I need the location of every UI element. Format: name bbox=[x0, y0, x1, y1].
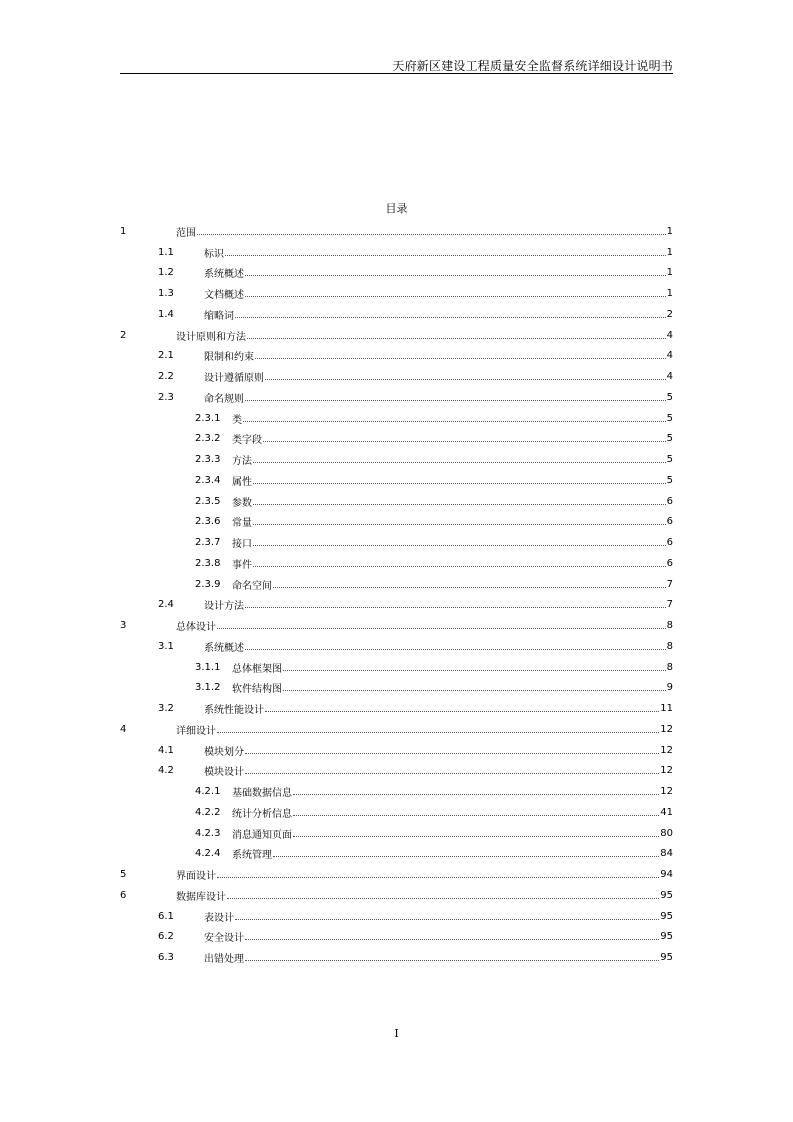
toc-dot-leader bbox=[253, 483, 666, 484]
toc-entry-number: 3.2 bbox=[158, 703, 174, 715]
toc-dot-leader bbox=[253, 566, 666, 567]
header-divider bbox=[120, 73, 673, 74]
toc-entry-page: 8 bbox=[666, 620, 673, 632]
toc-entry[interactable] bbox=[120, 553, 673, 574]
toc-entry[interactable] bbox=[120, 781, 673, 802]
toc-heading: 目录 bbox=[385, 202, 408, 215]
toc-entry-title: 设计原则和方法 bbox=[176, 331, 246, 343]
toc-entry-page: 95 bbox=[660, 931, 673, 943]
toc-dot-leader bbox=[283, 690, 666, 691]
toc-dot-leader bbox=[245, 607, 666, 608]
toc-entry[interactable] bbox=[120, 346, 673, 367]
toc-dot-leader bbox=[217, 877, 659, 878]
toc-entry[interactable] bbox=[120, 491, 673, 512]
toc-entry-page: 1 bbox=[666, 267, 673, 279]
toc-dot-leader bbox=[217, 628, 666, 629]
toc-entry-number: 2.3.7 bbox=[195, 537, 221, 549]
toc-entry-title: 限制和约束 bbox=[204, 352, 254, 364]
toc-entry-number: 1.4 bbox=[158, 308, 174, 320]
toc-entry-title: 缩略词 bbox=[204, 310, 234, 322]
toc-entry-page: 1 bbox=[666, 246, 673, 258]
toc-entry-number: 6 bbox=[120, 889, 127, 901]
toc-dot-leader bbox=[245, 275, 666, 276]
toc-entry-title: 命名规则 bbox=[204, 393, 244, 405]
toc-entry[interactable] bbox=[120, 387, 673, 408]
toc-entry-number: 3.1 bbox=[158, 640, 174, 652]
toc-dot-leader bbox=[253, 524, 666, 525]
toc-entry-title: 系统性能设计 bbox=[204, 705, 264, 717]
toc-entry-number: 4.2.4 bbox=[195, 848, 221, 860]
toc-entry-title: 系统概述 bbox=[204, 642, 244, 654]
toc-entry-page: 12 bbox=[660, 723, 673, 735]
toc-entry-number: 2.3.6 bbox=[195, 516, 221, 528]
toc-entry-number: 4.2.1 bbox=[195, 786, 221, 798]
toc-entry-title: 命名空间 bbox=[232, 580, 272, 592]
toc-entry[interactable] bbox=[120, 408, 673, 429]
toc-entry-page: 7 bbox=[666, 578, 673, 590]
toc-dot-leader bbox=[283, 670, 666, 671]
toc-entry-page: 94 bbox=[660, 869, 673, 881]
toc-entry-number: 1.2 bbox=[158, 267, 174, 279]
toc-dot-leader bbox=[293, 794, 659, 795]
toc-entry-page: 4 bbox=[666, 350, 673, 362]
toc-entry-page: 6 bbox=[666, 557, 673, 569]
toc-entry[interactable] bbox=[120, 615, 673, 636]
toc-entry-page: 4 bbox=[666, 329, 673, 341]
toc-dot-leader bbox=[245, 773, 659, 774]
toc-dot-leader bbox=[265, 379, 666, 380]
toc-entry-number: 4.2.3 bbox=[195, 827, 221, 839]
toc-dot-leader bbox=[243, 421, 666, 422]
toc-entry-page: 5 bbox=[666, 474, 673, 486]
toc-entry-page: 41 bbox=[660, 806, 673, 818]
toc-entry[interactable] bbox=[120, 532, 673, 553]
toc-entry-page: 2 bbox=[666, 308, 673, 320]
toc-entry-number: 2.3.1 bbox=[195, 412, 221, 424]
toc-entry-number: 4.2 bbox=[158, 765, 174, 777]
toc-entry-title: 数据库设计 bbox=[176, 891, 226, 903]
toc-entry[interactable] bbox=[120, 823, 673, 844]
toc-entry[interactable] bbox=[120, 470, 673, 491]
toc-dot-leader bbox=[253, 462, 666, 463]
toc-entry-title: 类 bbox=[232, 414, 242, 426]
toc-entry[interactable] bbox=[120, 366, 673, 387]
toc-entry-page: 95 bbox=[660, 889, 673, 901]
toc-entry-number: 1 bbox=[120, 225, 127, 237]
toc-entry-title: 软件结构图 bbox=[232, 684, 282, 696]
toc-entry-title: 界面设计 bbox=[176, 871, 216, 883]
toc-dot-leader bbox=[293, 836, 659, 837]
toc-entry-title: 接口 bbox=[232, 539, 252, 551]
toc-entry-title: 常量 bbox=[232, 518, 252, 530]
toc-entry-number: 6.1 bbox=[158, 910, 174, 922]
toc-dot-leader bbox=[197, 234, 666, 235]
toc-entry[interactable] bbox=[120, 325, 673, 346]
toc-entry-title: 表设计 bbox=[204, 912, 234, 924]
toc-entry-page: 5 bbox=[666, 454, 673, 466]
toc-entry-title: 设计方法 bbox=[204, 601, 244, 613]
toc-entry-page: 12 bbox=[660, 765, 673, 777]
toc-entry-number: 2.3.2 bbox=[195, 433, 221, 445]
toc-entry-title: 方法 bbox=[232, 456, 252, 468]
toc-entry-number: 3.1.2 bbox=[195, 682, 221, 694]
toc-entry-page: 9 bbox=[666, 682, 673, 694]
toc-dot-leader bbox=[245, 960, 659, 961]
toc-entry-number: 2.3.8 bbox=[195, 557, 221, 569]
toc-entry-page: 11 bbox=[660, 703, 673, 715]
toc-entry[interactable] bbox=[120, 283, 673, 304]
toc-entry[interactable] bbox=[120, 221, 673, 242]
toc-entry-title: 消息通知页面 bbox=[232, 829, 292, 841]
toc-entry-title: 安全设计 bbox=[204, 933, 244, 945]
toc-entry-number: 2.2 bbox=[158, 371, 174, 383]
toc-entry[interactable] bbox=[120, 927, 673, 948]
toc-entry-title: 总体框架图 bbox=[232, 663, 282, 675]
toc-entry[interactable] bbox=[120, 449, 673, 470]
toc-entry-number: 3 bbox=[120, 620, 127, 632]
toc-entry-number: 2.3.3 bbox=[195, 454, 221, 466]
toc-entry-number: 3.1.1 bbox=[195, 661, 221, 673]
toc-entry[interactable] bbox=[120, 263, 673, 284]
toc-entry-page: 12 bbox=[660, 786, 673, 798]
toc-entry-title: 统计分析信息 bbox=[232, 808, 292, 820]
toc-entry-page: 5 bbox=[666, 391, 673, 403]
toc-entry[interactable] bbox=[120, 698, 673, 719]
toc-dot-leader bbox=[217, 732, 659, 733]
toc-dot-leader bbox=[245, 753, 659, 754]
toc-entry[interactable] bbox=[120, 512, 673, 533]
toc-entry-number: 2.3.5 bbox=[195, 495, 221, 507]
toc-entry[interactable] bbox=[120, 636, 673, 657]
toc-entry-number: 1.3 bbox=[158, 288, 174, 300]
toc-entry-page: 5 bbox=[666, 433, 673, 445]
toc-entry[interactable] bbox=[120, 429, 673, 450]
toc-entry-title: 系统概述 bbox=[204, 269, 244, 281]
toc-dot-leader bbox=[253, 504, 666, 505]
toc-entry-page: 6 bbox=[666, 516, 673, 528]
toc-entry-page: 7 bbox=[666, 599, 673, 611]
toc-entry-number: 4 bbox=[120, 723, 127, 735]
toc-entry-title: 参数 bbox=[232, 497, 252, 509]
toc-entry-number: 4.1 bbox=[158, 744, 174, 756]
toc-dot-leader bbox=[253, 545, 666, 546]
toc-dot-leader bbox=[255, 358, 666, 359]
toc-entry[interactable] bbox=[120, 304, 673, 325]
toc-entry-title: 详细设计 bbox=[176, 725, 216, 737]
toc-entry-title: 属性 bbox=[232, 476, 252, 488]
toc-entry-title: 系统管理 bbox=[232, 850, 272, 862]
toc-entry-number: 2.1 bbox=[158, 350, 174, 362]
toc-entry-title: 基础数据信息 bbox=[232, 788, 292, 800]
toc-entry[interactable] bbox=[120, 657, 673, 678]
toc-dot-leader bbox=[273, 587, 666, 588]
toc-entry-page: 6 bbox=[666, 495, 673, 507]
toc-dot-leader bbox=[245, 649, 666, 650]
toc-entry-number: 2.3 bbox=[158, 391, 174, 403]
toc-entry-number: 1.1 bbox=[158, 246, 174, 258]
toc-entry-title: 事件 bbox=[232, 559, 252, 571]
document-header-title: 天府新区建设工程质量安全监督系统详细设计说明书 bbox=[392, 59, 673, 73]
toc-dot-leader bbox=[245, 939, 659, 940]
toc-entry[interactable] bbox=[120, 574, 673, 595]
toc-entry-number: 2.3.9 bbox=[195, 578, 221, 590]
footer-page-number: I bbox=[394, 1027, 399, 1040]
toc-entry-page: 5 bbox=[666, 412, 673, 424]
toc-entry-title: 设计遵循原则 bbox=[204, 373, 264, 385]
toc-entry-title: 标识 bbox=[204, 248, 224, 260]
toc-entry[interactable] bbox=[120, 740, 673, 761]
toc-entry-page: 4 bbox=[666, 371, 673, 383]
toc-entry[interactable] bbox=[120, 864, 673, 885]
toc-dot-leader bbox=[245, 400, 666, 401]
toc-entry-number: 6.2 bbox=[158, 931, 174, 943]
toc-entry-title: 出错处理 bbox=[204, 954, 244, 966]
toc-entry[interactable] bbox=[120, 242, 673, 263]
toc-entry-number: 2.4 bbox=[158, 599, 174, 611]
toc-entry-number: 2.3.4 bbox=[195, 474, 221, 486]
toc-dot-leader bbox=[273, 856, 659, 857]
toc-entry[interactable] bbox=[120, 595, 673, 616]
toc-dot-leader bbox=[293, 815, 659, 816]
toc-entry-number: 2 bbox=[120, 329, 127, 341]
toc-entry-page: 1 bbox=[666, 288, 673, 300]
toc-entry-title: 模块设计 bbox=[204, 767, 244, 779]
toc-entry[interactable] bbox=[120, 906, 673, 927]
toc-dot-leader bbox=[235, 919, 659, 920]
toc-entry-number: 6.3 bbox=[158, 952, 174, 964]
toc-entry-page: 1 bbox=[666, 225, 673, 237]
toc-entry-page: 95 bbox=[660, 952, 673, 964]
toc-dot-leader bbox=[245, 296, 666, 297]
toc-entry-title: 范围 bbox=[176, 227, 196, 239]
toc-entry[interactable] bbox=[120, 802, 673, 823]
toc-dot-leader bbox=[265, 711, 659, 712]
toc-entry-title: 总体设计 bbox=[176, 622, 216, 634]
toc-entry[interactable] bbox=[120, 678, 673, 699]
toc-entry-title: 模块划分 bbox=[204, 746, 244, 758]
toc-entry-page: 80 bbox=[660, 827, 673, 839]
toc-entry-page: 6 bbox=[666, 537, 673, 549]
toc-entry-page: 95 bbox=[660, 910, 673, 922]
toc-entry[interactable] bbox=[120, 761, 673, 782]
toc-entry[interactable] bbox=[120, 719, 673, 740]
toc-entry-page: 8 bbox=[666, 661, 673, 673]
toc-dot-leader bbox=[235, 317, 666, 318]
toc-entry-title: 类字段 bbox=[232, 435, 262, 447]
toc-entry-page: 8 bbox=[666, 640, 673, 652]
toc-dot-leader bbox=[225, 255, 666, 256]
toc-entry-title: 文档概述 bbox=[204, 290, 244, 302]
toc-entry[interactable] bbox=[120, 885, 673, 906]
toc-dot-leader bbox=[263, 441, 666, 442]
table-of-contents bbox=[120, 221, 673, 968]
toc-entry-page: 12 bbox=[660, 744, 673, 756]
toc-entry[interactable] bbox=[120, 947, 673, 968]
toc-entry-number: 4.2.2 bbox=[195, 806, 221, 818]
toc-entry[interactable] bbox=[120, 844, 673, 865]
toc-entry-number: 5 bbox=[120, 869, 127, 881]
toc-dot-leader bbox=[247, 338, 666, 339]
toc-dot-leader bbox=[227, 898, 659, 899]
toc-entry-page: 84 bbox=[660, 848, 673, 860]
